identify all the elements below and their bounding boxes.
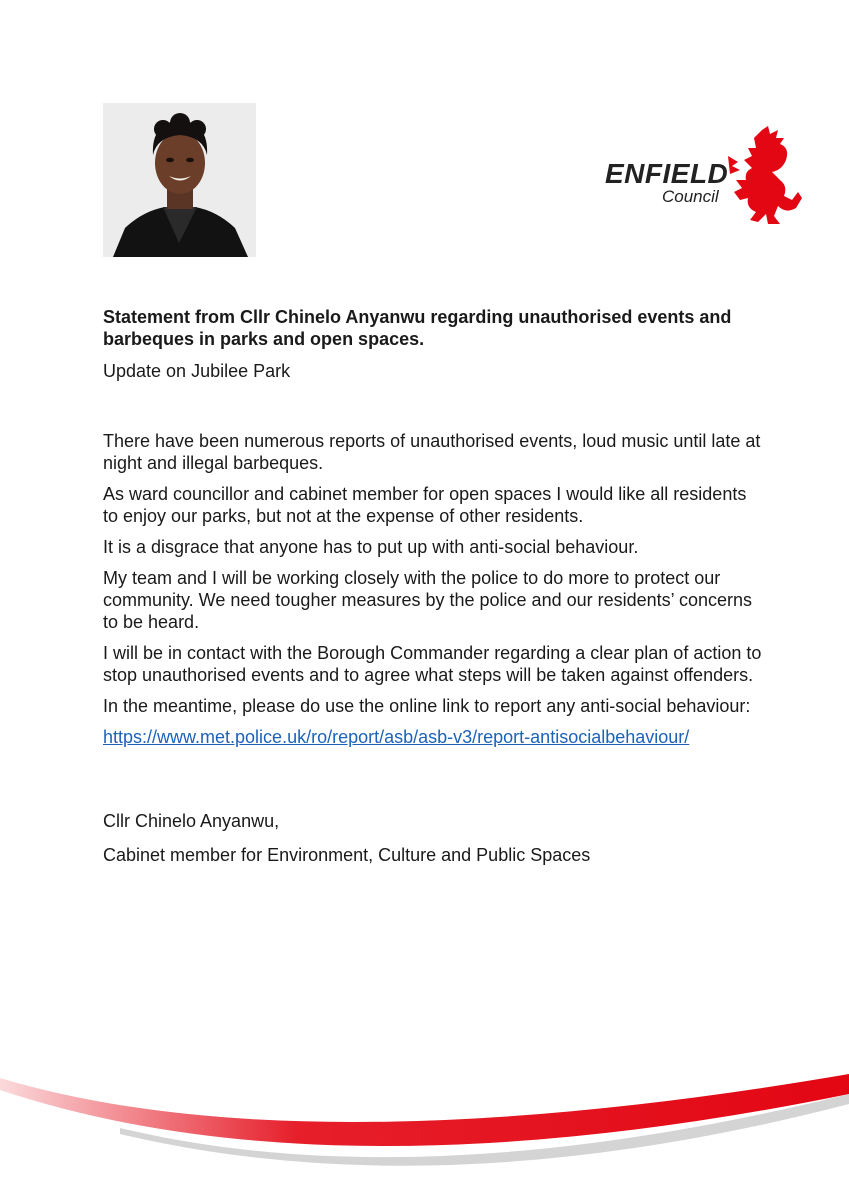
logo-wordmark: ENFIELD (605, 158, 729, 189)
person-portrait-icon (103, 103, 256, 257)
logo-subtitle: Council (662, 187, 719, 206)
paragraph: There have been numerous reports of unauthorised events, loud music until late at night and illegal barbeques. (103, 431, 761, 473)
statement-subtitle: Update on Jubilee Park (103, 361, 291, 381)
dragon-icon (724, 126, 806, 226)
paragraph: I will be in contact with the Borough Commander regarding a clear plan of action to stop unauthorised events and to agree what steps will be taken against offenders. (103, 643, 762, 685)
paragraph: In the meantime, please do use the online link to report any anti-social behaviour: (103, 696, 751, 716)
councillor-portrait (103, 103, 256, 257)
statement-body (103, 306, 763, 866)
statement-title: Statement from Cllr Chinelo Anyanwu regarding unauthorised events and barbeques in parks and open spaces. (103, 307, 732, 349)
report-asb-link[interactable]: https://www.met.police.uk/ro/report/asb/asb-v3/report-antisocialbehaviour/ (103, 727, 690, 747)
enfield-council-logo (600, 120, 810, 230)
signature-name: Cllr Chinelo Anyanwu, (103, 811, 280, 831)
paragraph: My team and I will be working closely with the police to do more to protect our community. We need tougher measures by the police and our residents’ concerns to be heard. (103, 568, 753, 632)
paragraph: It is a disgrace that anyone has to put up with anti-social behaviour. (103, 537, 639, 557)
signature-role: Cabinet member for Environment, Culture and Public Spaces (103, 845, 591, 865)
paragraph: As ward councillor and cabinet member for open spaces I would like all residents to enjoy our parks, but not at the expense of other residents. (103, 484, 747, 526)
footer-swoosh (0, 1050, 849, 1200)
